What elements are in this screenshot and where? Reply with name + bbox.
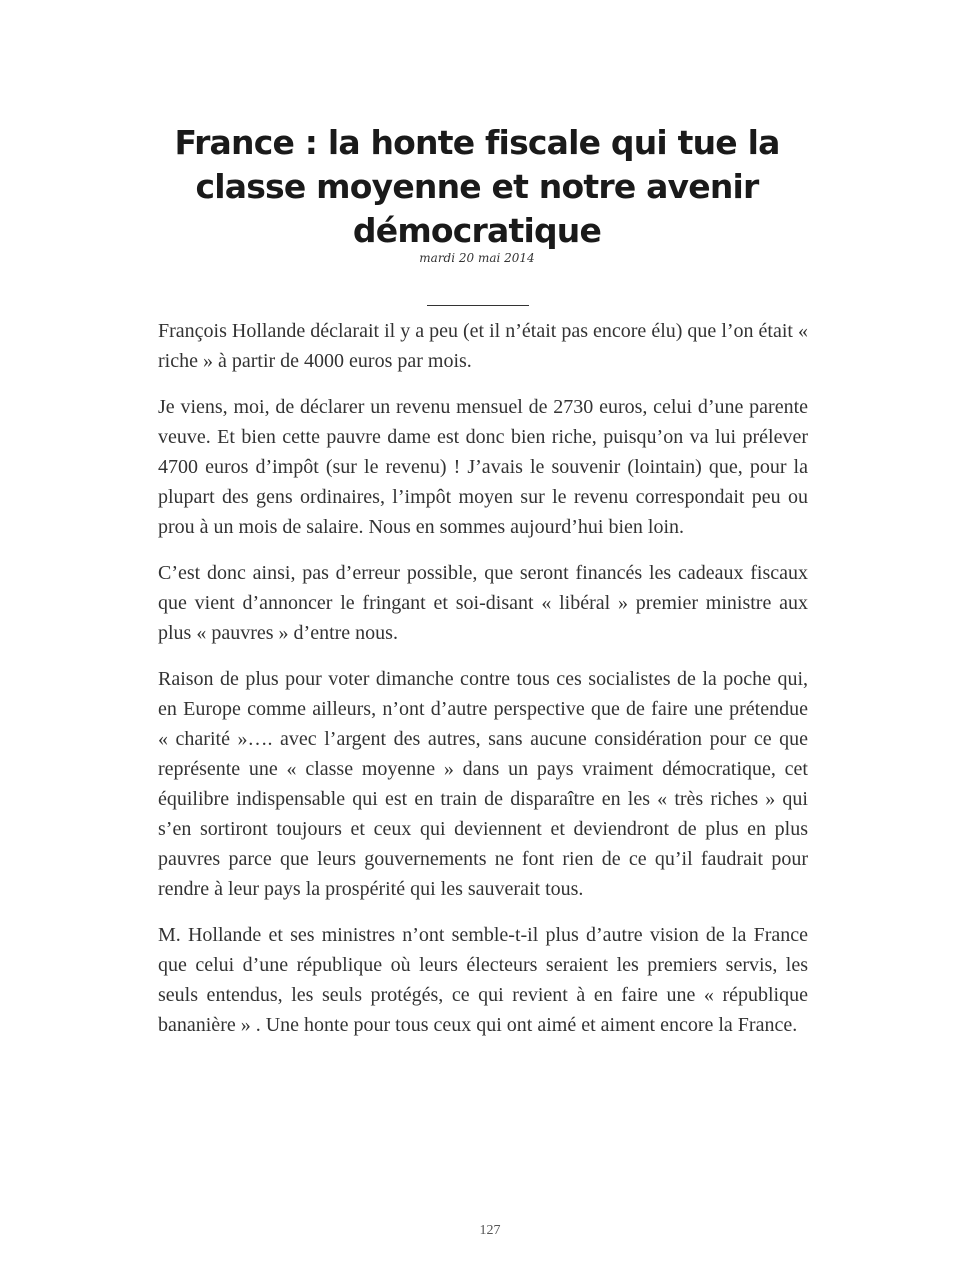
title-divider xyxy=(427,305,529,306)
paragraph: M. Hollande et ses ministres n’ont semble-t-il plus d’autre vision de la France que celui d’une république où leurs électeurs seraient les premiers servis, les seuls entendus, les seuls protégés, ce qui revient à en faire une « république bananière » . Une honte pour tous ceux qui ont aimé et aiment encore la France. xyxy=(158,924,808,1036)
article-title: France : la honte fiscale qui tue la classe moyenne et notre avenir démocratique xyxy=(174,123,780,250)
article-body xyxy=(158,316,808,1056)
paragraph: Je viens, moi, de déclarer un revenu mensuel de 2730 euros, celui d’une parente veuve. Et bien cette pauvre dame est donc bien riche, puisqu’on va lui prélever 4700 euros d’impôt (sur le revenu) ! J’avais le souvenir (lointain) que, pour la plupart des gens ordinaires, l’impôt moyen sur le revenu correspondait peu ou prou à un mois de salaire. Nous en sommes aujourd’hui bien loin. xyxy=(158,396,808,538)
article-date: mardi 20 mai 2014 xyxy=(419,251,535,265)
paragraph: Raison de plus pour voter dimanche contre tous ces socialistes de la poche qui, en Europe comme ailleurs, n’ont d’autre perspective que de faire une prétendue « charité »…. avec l’argent des autres, sans aucune considération pour ce que représente une « classe moyenne » dans un pays vraiment démocratique, cet équilibre indispensable qui est en train de disparaître en les « très riches » qui s’en sortiront toujours et ceux qui deviennent et deviendront de plus en plus pauvres parce que leurs gouvernements ne font rien de ce qu’il faudrait pour rendre à leur pays la prospérité qui les sauverait tous. xyxy=(158,668,808,900)
page-number: 127 xyxy=(479,1223,501,1238)
paragraph: C’est donc ainsi, pas d’erreur possible, que seront financés les cadeaux fiscaux que vient d’annoncer le fringant et soi-disant « libéral » premier ministre aux plus « pauvres » d’entre nous. xyxy=(158,562,808,644)
paragraph: François Hollande déclarait il y a peu (et il n’était pas encore élu) que l’on était « riche » à partir de 4000 euros par mois. xyxy=(158,320,808,372)
